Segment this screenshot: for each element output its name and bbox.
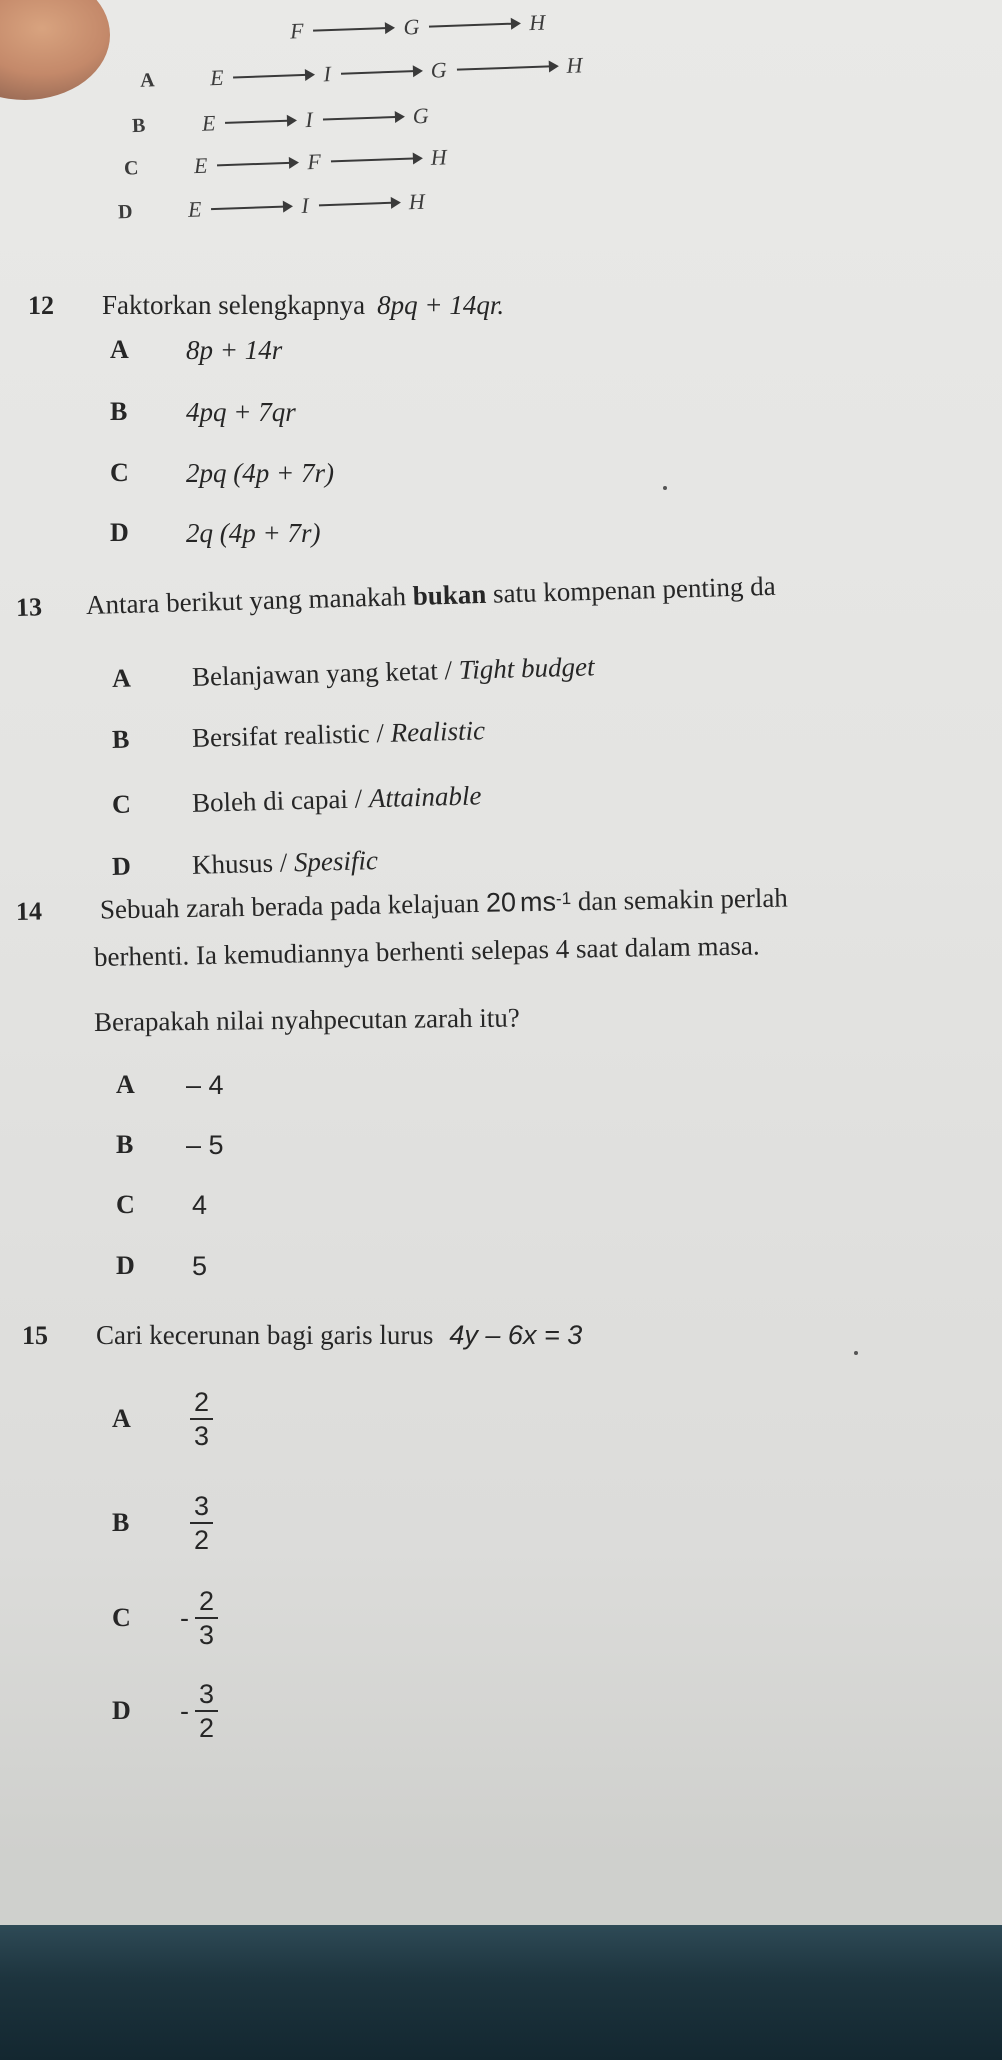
option-sign: - bbox=[180, 1695, 189, 1726]
question-expression: 8pq + 14qr. bbox=[377, 290, 505, 320]
flow-node: I bbox=[300, 192, 310, 218]
speck bbox=[663, 486, 667, 490]
option-text: 2pq (4p + 7r) bbox=[186, 458, 334, 488]
prev-option-d bbox=[118, 189, 425, 226]
fraction-denominator: 2 bbox=[199, 1713, 215, 1744]
flow-node: F bbox=[289, 17, 304, 44]
question-number: 15 bbox=[22, 1321, 48, 1350]
question-12 bbox=[28, 290, 504, 321]
flow-node: I bbox=[304, 106, 314, 133]
option-letter: B bbox=[110, 397, 128, 426]
q13-option-d[interactable] bbox=[111, 845, 379, 882]
q15-option-a[interactable] bbox=[112, 1388, 213, 1451]
option-letter: A bbox=[110, 335, 129, 364]
option-fraction bbox=[195, 1680, 218, 1743]
question-13 bbox=[16, 571, 776, 623]
option-fraction bbox=[190, 1492, 213, 1555]
option-letter: C bbox=[116, 1190, 135, 1219]
option-letter: B bbox=[112, 1508, 130, 1538]
q13-option-c[interactable] bbox=[111, 780, 482, 820]
option-fraction bbox=[190, 1388, 213, 1451]
option-text-malay: Khusus / bbox=[191, 847, 295, 880]
option-letter: D bbox=[111, 851, 132, 881]
question-text-pre: Antara berikut yang manakah bbox=[85, 580, 414, 621]
flow-node: H bbox=[430, 144, 448, 170]
q15-option-c[interactable] bbox=[112, 1587, 218, 1650]
q12-option-c[interactable] bbox=[110, 458, 334, 488]
option-letter: B bbox=[111, 724, 130, 754]
question-text-bold: bukan bbox=[412, 578, 487, 611]
fraction-denominator: 3 bbox=[199, 1620, 215, 1651]
option-text-malay: Belanjawan yang ketat / bbox=[191, 654, 460, 692]
question-number: 12 bbox=[28, 291, 54, 320]
q13-option-b[interactable] bbox=[111, 715, 486, 755]
speck bbox=[854, 1351, 858, 1355]
fraction-numerator: 3 bbox=[195, 1680, 218, 1712]
option-text-malay: Bersifat realistic / bbox=[191, 717, 391, 753]
option-letter: C bbox=[112, 1603, 131, 1633]
flow-node: E bbox=[209, 64, 224, 91]
prev-option-a bbox=[140, 52, 583, 93]
question-text-pre: Sebuah zarah berada pada kelajuan bbox=[99, 887, 487, 925]
option-text: 8p + 14r bbox=[186, 335, 283, 365]
option-letter: D bbox=[112, 1696, 131, 1726]
q14-option-a[interactable] bbox=[116, 1070, 224, 1100]
question-text: Faktorkan selengkapnya bbox=[102, 290, 366, 320]
fraction-numerator: 2 bbox=[190, 1388, 213, 1420]
option-text: 2q (4p + 7r) bbox=[186, 518, 321, 548]
q15-option-b[interactable] bbox=[112, 1492, 213, 1555]
option-sign: - bbox=[180, 1602, 189, 1633]
option-letter: A bbox=[112, 1404, 131, 1434]
prev-option-c bbox=[124, 144, 448, 181]
question-15 bbox=[22, 1320, 582, 1351]
table-surface bbox=[0, 1925, 1002, 2060]
fraction-denominator: 2 bbox=[194, 1525, 210, 1556]
fraction-numerator: 3 bbox=[190, 1492, 213, 1524]
question-text-post: satu kompenan penting da bbox=[485, 570, 776, 609]
flow-node: F bbox=[306, 148, 322, 175]
speed-value: 20 bbox=[485, 887, 517, 918]
option-letter: A bbox=[111, 663, 132, 693]
flow-node: H bbox=[408, 188, 425, 215]
q12-option-b[interactable] bbox=[110, 397, 296, 427]
speed-unit-exponent: -1 bbox=[555, 888, 572, 909]
option-letter: D bbox=[117, 200, 133, 223]
question-text: Cari kecerunan bagi garis lurus bbox=[96, 1320, 434, 1350]
flow-node: E bbox=[201, 110, 216, 136]
flow-node: H bbox=[528, 9, 546, 36]
question-number: 14 bbox=[15, 896, 43, 926]
arrow-icon bbox=[331, 157, 421, 162]
option-text: 4 bbox=[192, 1190, 208, 1220]
q14-option-c[interactable] bbox=[116, 1190, 208, 1220]
option-text-malay: Boleh di capai / bbox=[191, 783, 370, 818]
flow-node: H bbox=[566, 52, 583, 78]
q12-option-d[interactable] bbox=[110, 518, 321, 548]
arrow-icon bbox=[233, 74, 313, 79]
option-text-english: Attainable bbox=[368, 780, 482, 814]
fraction-numerator: 2 bbox=[195, 1587, 218, 1619]
question-equation: 4y – 6x = 3 bbox=[449, 1320, 583, 1350]
option-text-english: Tight budget bbox=[458, 651, 595, 685]
arrow-icon bbox=[225, 119, 295, 123]
q14-option-d[interactable] bbox=[116, 1251, 208, 1281]
flow-node: G bbox=[430, 57, 448, 83]
flow-node: I bbox=[323, 61, 332, 87]
question-14-line2: berhenti. Ia kemudiannya berhenti selepas 4 saat dalam masa. bbox=[93, 930, 760, 972]
arrow-icon bbox=[211, 205, 291, 210]
arrow-icon bbox=[217, 162, 297, 167]
arrow-icon bbox=[323, 116, 403, 121]
question-text-post: dan semakin perlah bbox=[570, 882, 789, 917]
flow-node: G bbox=[412, 102, 430, 129]
arrow-icon bbox=[319, 202, 399, 207]
option-letter: D bbox=[110, 518, 129, 547]
option-text: 5 bbox=[192, 1251, 208, 1281]
option-letter: D bbox=[116, 1251, 135, 1280]
option-text-english: Spesific bbox=[293, 845, 379, 878]
arrow-icon bbox=[341, 70, 421, 75]
arrow-icon bbox=[313, 27, 393, 32]
q13-option-a[interactable] bbox=[111, 651, 595, 694]
flow-node: G bbox=[403, 13, 420, 40]
option-letter: C bbox=[111, 789, 132, 819]
option-letter: B bbox=[131, 114, 146, 137]
arrow-icon bbox=[457, 65, 557, 70]
flow-node: E bbox=[187, 196, 202, 222]
arrow-icon bbox=[429, 22, 519, 27]
question-14-question: Berapakah nilai nyahpecutan zarah itu? bbox=[93, 1002, 520, 1037]
prev-option-b bbox=[132, 103, 429, 139]
option-letter: C bbox=[123, 156, 139, 180]
option-text-english: Realistic bbox=[390, 715, 486, 748]
q15-option-d[interactable] bbox=[112, 1680, 218, 1743]
option-text: 4pq + 7qr bbox=[186, 397, 296, 427]
fraction-denominator: 3 bbox=[194, 1421, 210, 1452]
q12-option-a[interactable] bbox=[110, 335, 283, 365]
option-letter: A bbox=[139, 68, 155, 92]
option-letter: B bbox=[116, 1130, 134, 1159]
question-14 bbox=[16, 883, 788, 927]
flow-node: E bbox=[193, 152, 208, 179]
prev-row-0 bbox=[290, 10, 546, 45]
option-fraction bbox=[195, 1587, 218, 1650]
finger-shadow bbox=[0, 0, 110, 100]
option-letter: A bbox=[116, 1070, 135, 1099]
q14-option-b[interactable] bbox=[116, 1130, 224, 1160]
option-letter: C bbox=[110, 458, 129, 487]
option-text: – 5 bbox=[186, 1130, 224, 1160]
option-text: – 4 bbox=[186, 1070, 224, 1100]
question-number: 13 bbox=[15, 592, 43, 622]
speed-unit: ms bbox=[519, 886, 557, 918]
